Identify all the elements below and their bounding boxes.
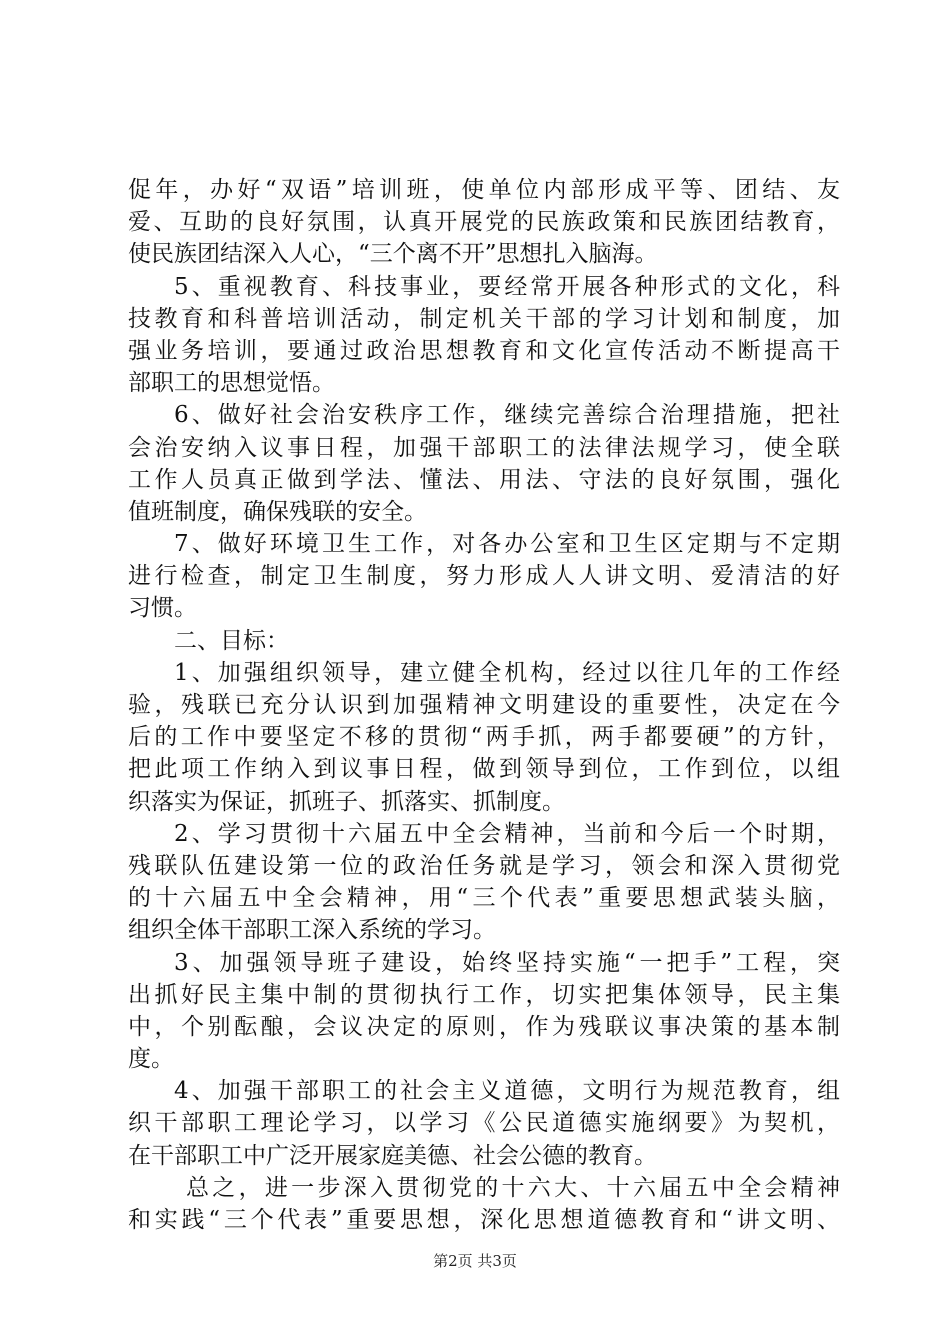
text-line: 3、加强领导班子建设，始终坚持实施“一把手”工程，突: [174, 949, 840, 976]
document-body: [128, 174, 840, 1236]
text-line: 爱、互助的良好氛围，认真开展党的民族政策和民族团结教育，: [128, 209, 840, 236]
text-line: 组织全体干部职工深入系统的学习。: [128, 917, 496, 944]
text-line: 进行检查，制定卫生制度，努力形成人人讲文明、爱清洁的好: [128, 563, 840, 590]
text-line: 和实践“三个代表”重要思想，深化思想道德教育和“讲文明、: [128, 1207, 840, 1233]
text-line: 的十六届五中全会精神，用“三个代表”重要思想武装头脑，: [128, 885, 840, 912]
page-footer: 第2页 共3页: [433, 1252, 517, 1270]
text-line: 2、学习贯彻十六届五中全会精神，当前和今后一个时期，: [174, 820, 840, 847]
text-line: 强业务培训，要通过政治思想教育和文化宣传活动不断提高干: [128, 337, 840, 364]
text-line: 习惯。: [128, 595, 197, 622]
text-line: 后的工作中要坚定不移的贯彻“两手抓，两手都要硬”的方针，: [128, 724, 840, 751]
text-line: 织干部职工理论学习，以学习《公民道德实施纲要》为契机，: [128, 1110, 840, 1137]
text-line: 7、做好环境卫生工作，对各办公室和卫生区定期与不定期: [174, 531, 840, 558]
text-line: 5、重视教育、科技事业，要经常开展各种形式的文化，科: [174, 273, 840, 300]
text-line: 会治安纳入议事日程，加强干部职工的法律法规学习，使全联: [128, 434, 840, 461]
text-line: 促年，办好“双语”培训班，使单位内部形成平等、团结、友: [128, 177, 840, 203]
text-line: 织落实为保证，抓班子、抓落实、抓制度。: [128, 788, 565, 815]
text-line: 部职工的思想觉悟。: [128, 370, 335, 397]
text-line: 出抓好民主集中制的贯彻执行工作，切实把集体领导，民主集: [128, 981, 840, 1008]
text-line: 在干部职工中广泛开展家庭美德、社会公德的教育。: [128, 1142, 657, 1169]
text-line: 二、目标：: [174, 627, 289, 654]
text-line: 验，残联已充分认识到加强精神文明建设的重要性，决定在今: [128, 692, 840, 718]
text-line: 把此项工作纳入到议事日程，做到领导到位，工作到位，以组: [128, 756, 840, 783]
text-line: 工作人员真正做到学法、懂法、用法、守法的良好氛围，强化: [128, 466, 840, 493]
text-line: 6、做好社会治安秩序工作，继续完善综合治理措施，把社: [174, 402, 840, 429]
text-line: 技教育和科普培训活动，制定机关干部的学习计划和制度，加: [128, 305, 840, 332]
text-line: 残联队伍建设第一位的政治任务就是学习，领会和深入贯彻党: [128, 852, 840, 879]
text-line: 中，个别酝酿，会议决定的原则，作为残联议事决策的基本制: [128, 1013, 840, 1040]
text-line: 4、加强干部职工的社会主义道德，文明行为规范教育，组: [174, 1078, 840, 1105]
text-line: 值班制度，确保残联的安全。: [128, 498, 427, 525]
text-line: 使民族团结深入人心，“三个离不开”思想扎入脑海。: [128, 241, 658, 268]
text-line: 总之，进一步深入贯彻党的十六大、十六届五中全会精神: [186, 1174, 840, 1201]
text-line: 度。: [128, 1046, 174, 1073]
text-line: 1、加强组织领导，建立健全机构，经过以往几年的工作经: [174, 659, 840, 686]
